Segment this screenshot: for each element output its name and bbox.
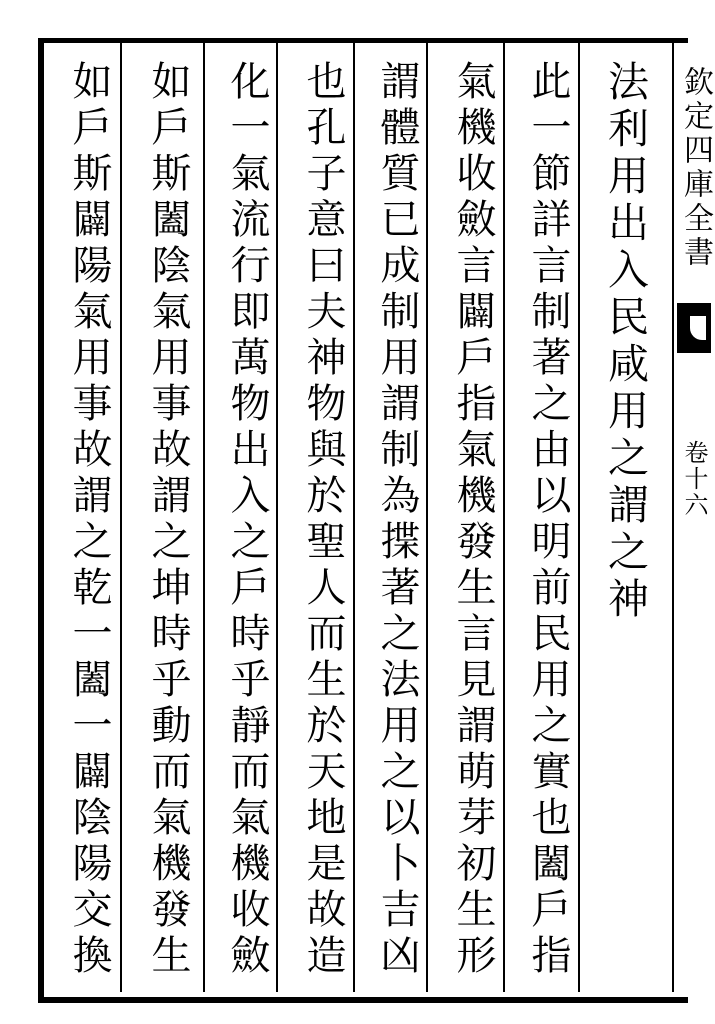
column-rule (578, 43, 580, 992)
page-frame (38, 38, 688, 1003)
margin-rule (672, 43, 674, 992)
text-column-4: 謂體質已成制用謂制為揲著之法用之以卜吉凶 (374, 60, 420, 980)
text-column-7: 如戶斯闔陰氣用事故謂之坤時乎動而氣機發生 (145, 60, 191, 980)
text-column-1: 法利用出入民咸用之謂之神 (601, 60, 649, 624)
text-column-2: 此一節詳言制著之由以明前民用之實也闔戶指 (525, 60, 571, 980)
text-column-8: 如戶斯闢陽氣用事故謂之乾一闔一闢陰陽交換 (66, 60, 112, 980)
column-rule (503, 43, 505, 992)
column-rule (353, 43, 355, 992)
column-rule (426, 43, 428, 992)
column-rule (120, 43, 122, 992)
text-column-6: 化一氣流行即萬物出入之戶時乎靜而氣機收斂 (224, 60, 270, 980)
book-title: 欽定四庫全書 (678, 66, 713, 270)
volume-label: 卷十六 (680, 440, 708, 518)
text-column-5: 也孔子意曰夫神物與於聖人而生於天地是故造 (300, 60, 346, 980)
text-column-3: 氣機收斂言闢戶指氣機發生言見謂萌芽初生形 (450, 60, 496, 980)
column-rule (276, 43, 278, 992)
column-rule (203, 43, 205, 992)
